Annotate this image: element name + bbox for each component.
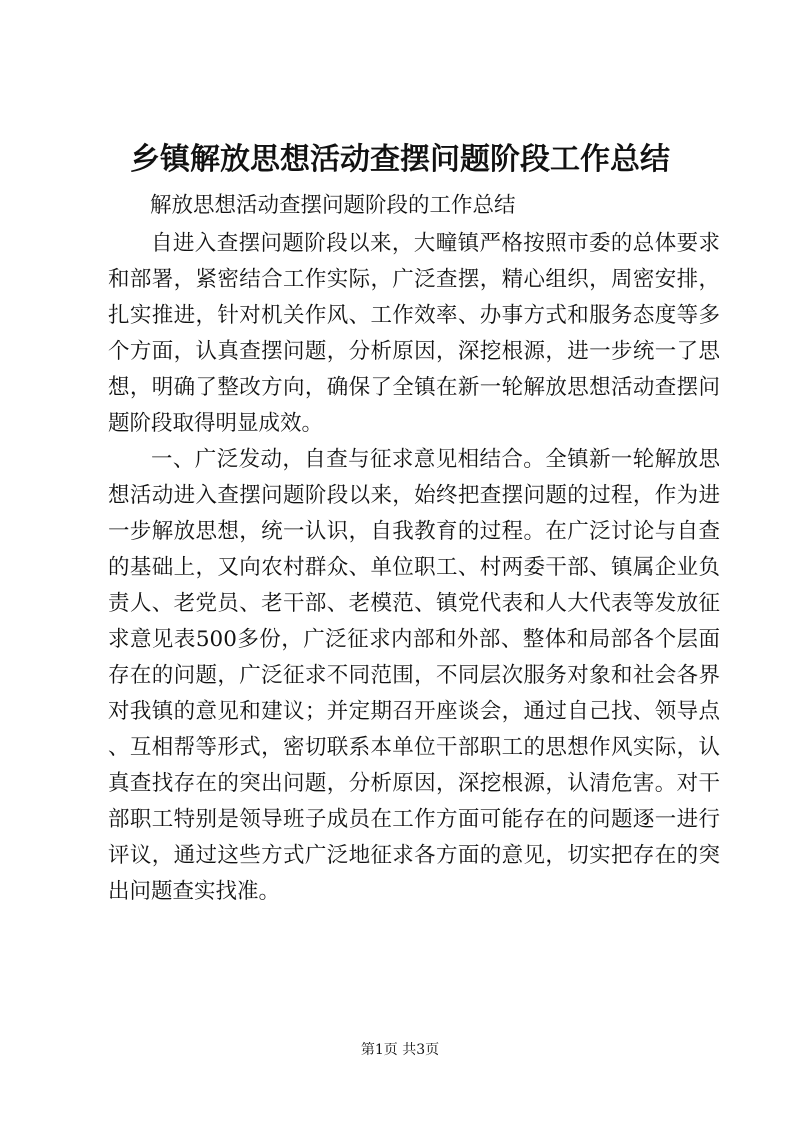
document-title: 乡镇解放思想活动查摆问题阶段工作总结 bbox=[130, 142, 670, 177]
document-subtitle: 解放思想活动查摆问题阶段的工作总结 bbox=[150, 193, 516, 218]
paragraph-intro: 自进入查摆问题阶段以来，大疃镇严格按照市委的总体要求和部署，紧密结合工作实际，广泛查摆，精心组织，周密安排，扎实推进，针对机关作风、工作效率、办事方式和服务态度等多个方面，认真查摆问题，分析原因，深挖根源，进一步统一了思想，明确了整改方向，确保了全镇在新一轮解放思想活动查摆问题阶段取得明显成效。 bbox=[108, 231, 720, 436]
document-body bbox=[108, 226, 720, 910]
page-footer: 第1页 共3页 bbox=[360, 1042, 440, 1058]
paragraph-section-one: 一、广泛发动，自查与征求意见相结合。全镇新一轮解放思想活动进入查摆问题阶段以来，始终把查摆问题的过程，作为进一步解放思想，统一认识，自我教育的过程。在广泛讨论与自查的基础上，又向农村群众、单位职工、村两委干部、镇属企业负责人、老党员、老干部、老模范、镇党代表和人大代表等发放征求意见表500多份，广泛征求内部和外部、整体和局部各个层面存在的问题，广泛征求不同范围，不同层次服务对象和社会各界对我镇的意见和建议；并定期召开座谈会，通过自己找、领导点、互相帮等形式，密切联系本单位干部职工的思想作风实际，认真查找存在的突出问题，分析原因，深挖根源，认清危害。对干部职工特别是领导班子成员在工作方面可能存在的问题逐一进行评议，通过这些方式广泛地征求各方面的意见，切实把存在的突出问题查实找准。 bbox=[108, 447, 720, 904]
